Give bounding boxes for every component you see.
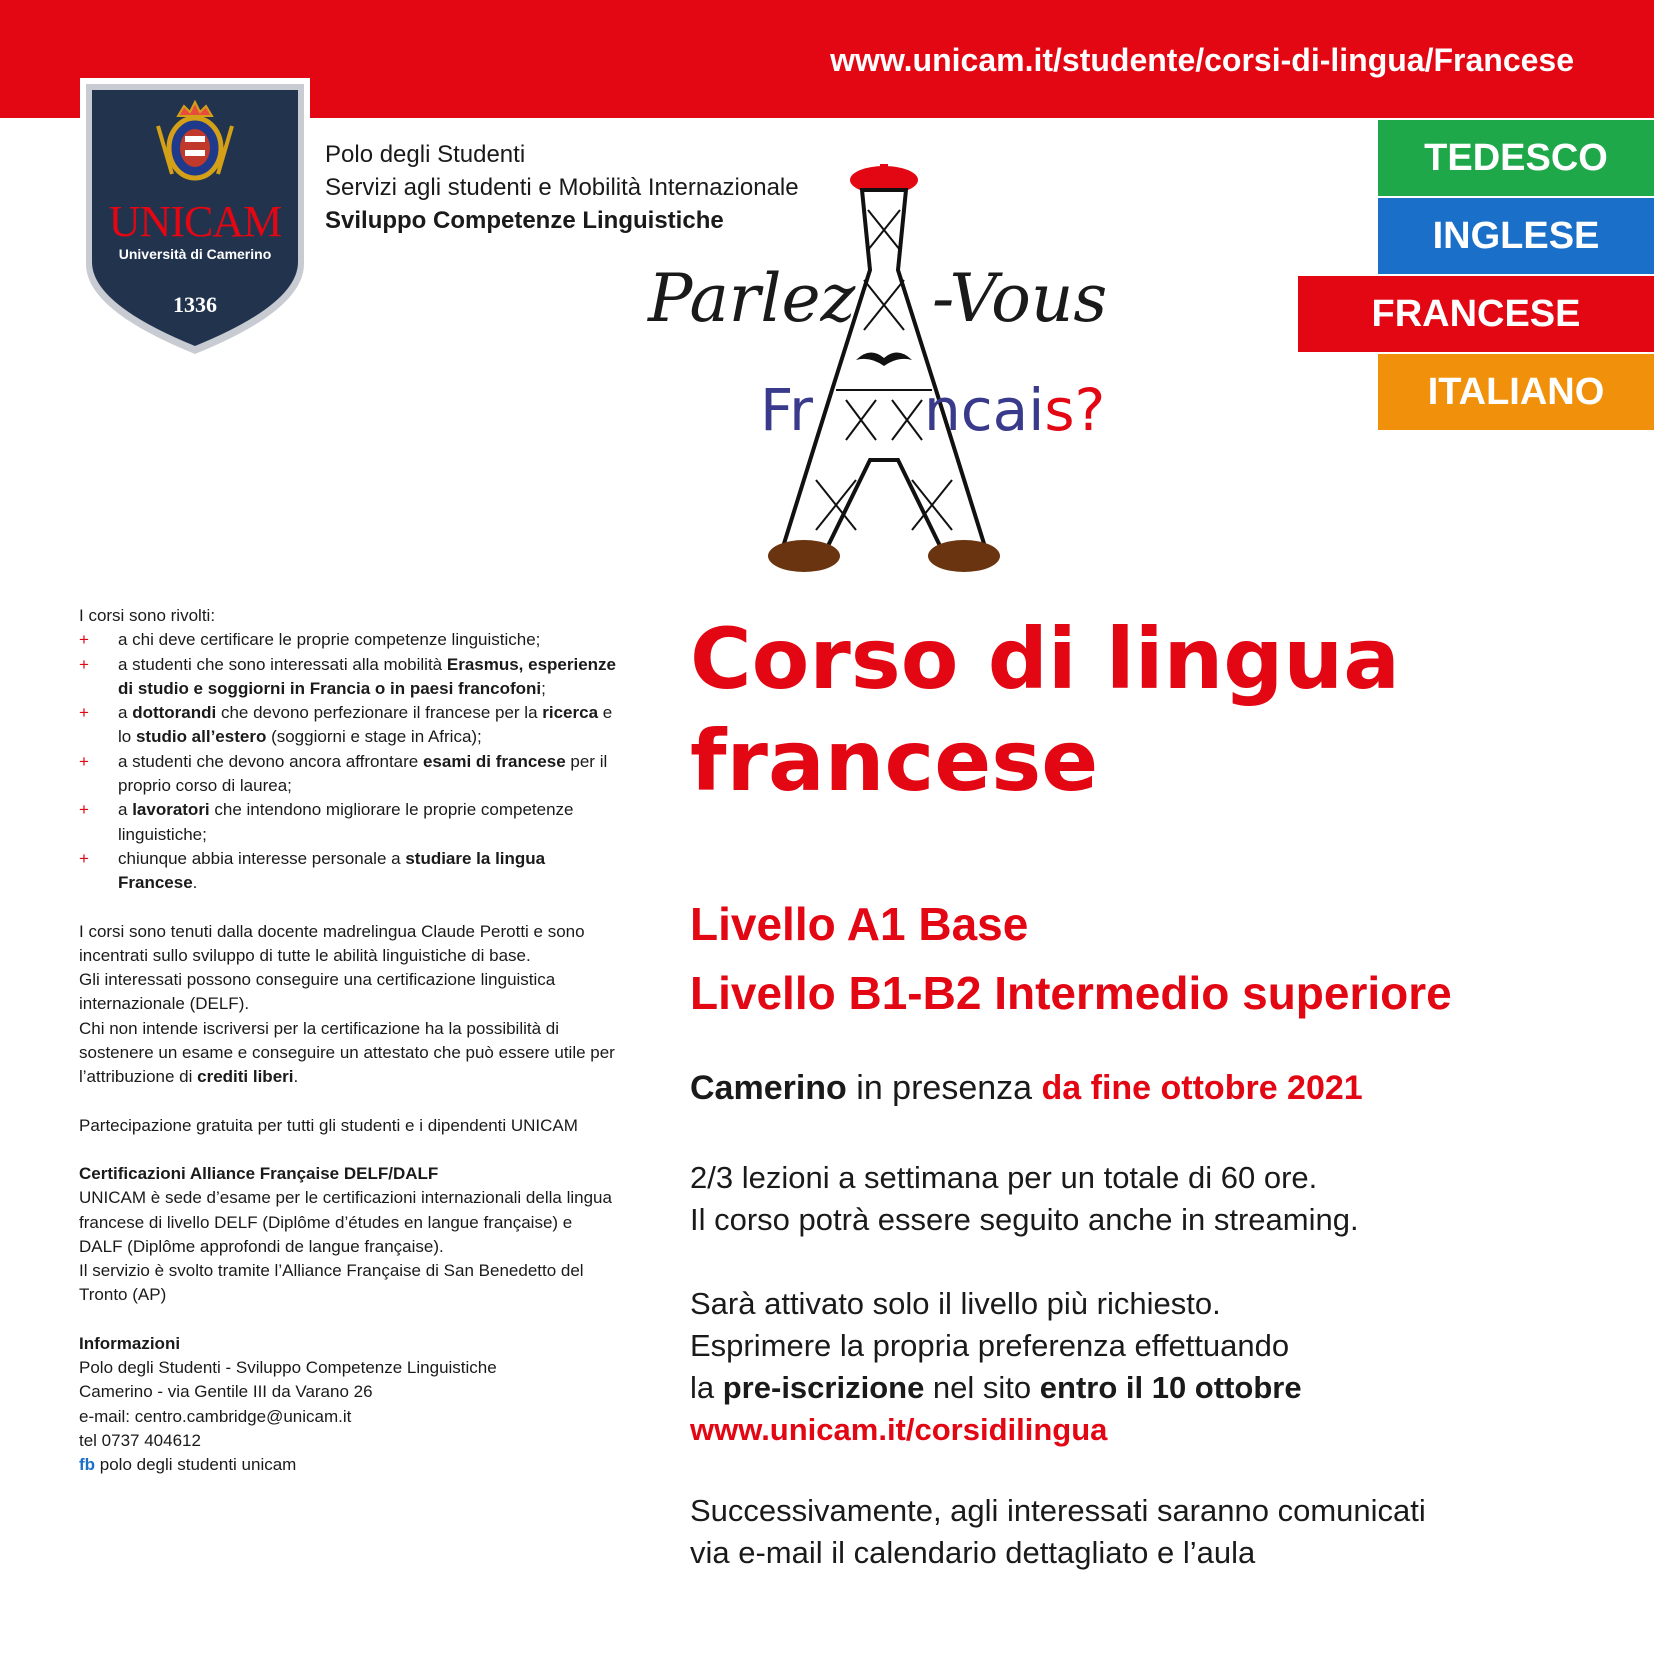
eiffel-tower-icon <box>636 160 1206 590</box>
parlez-vous-artwork <box>636 160 1206 590</box>
preference-block <box>690 1283 1590 1451</box>
preference-line-2: Esprimere la propria preferenza effettuando <box>690 1328 1290 1363</box>
list-item: + a studenti che sono interessati alla mobilità Erasmus, esperienze di studio e soggiorni in Francia o in paesi francofoni; <box>79 654 617 698</box>
logo-year: 1336 <box>173 292 217 317</box>
artwork-ncai: ncai <box>924 376 1045 444</box>
preference-line-1: Sarà attivato solo il livello più richiesto. <box>690 1286 1221 1321</box>
next-line-2: via e-mail il calendario dettagliato e l’aula <box>690 1535 1256 1570</box>
artwork-parlez: Parlez <box>648 260 856 337</box>
preregistration-link[interactable]: www.unicam.it/corsidilingua <box>690 1412 1108 1447</box>
cert-heading: Certificazioni Alliance Française DELF/DALF <box>79 1163 439 1183</box>
artwork-ncais <box>924 376 1105 444</box>
certification-paragraph: Gli interessati possono conseguire una certificazione linguistica internazionale (DELF). <box>79 970 556 1014</box>
plus-icon: + <box>79 703 89 723</box>
org-line-2: Servizi agli studenti e Mobilità Internazionale <box>325 174 799 201</box>
next-steps-block <box>690 1490 1590 1574</box>
logo-subtitle: Università di Camerino <box>118 246 272 262</box>
lessons-line-2: Il corso potrà essere seguito anche in streaming. <box>690 1202 1359 1237</box>
intro-text: I corsi sono rivolti: <box>79 606 216 625</box>
location-line: Camerino in presenza da fine ottobre 2021 <box>690 1069 1363 1107</box>
lessons-block <box>690 1157 1590 1241</box>
tab-tedesco[interactable]: TEDESCO <box>1378 120 1654 196</box>
artwork-s: s? <box>1044 376 1106 444</box>
participation-paragraph: Partecipazione gratuita per tutti gli studenti e i dipendenti UNICAM <box>79 1115 578 1135</box>
teacher-paragraph: I corsi sono tenuti dalla docente madrelingua Claude Perotti e sono incentrati sullo sviluppo di tutte le abilità linguistiche di base. <box>79 921 585 965</box>
page-title <box>690 608 1400 812</box>
level-a1: Livello A1 Base <box>690 898 1029 950</box>
unicam-logo <box>80 78 310 360</box>
audience-list <box>79 628 619 895</box>
header-url-link[interactable]: www.unicam.it/studente/corsi-di-lingua/Francese <box>830 42 1574 78</box>
left-column <box>79 604 619 1478</box>
facebook-icon: fb <box>79 1455 96 1475</box>
list-item: + a lavoratori che intendono migliorare le proprie competenze linguistiche; <box>79 800 574 844</box>
logo-name: UNICAM <box>108 197 282 246</box>
tab-francese[interactable]: FRANCESE <box>1298 276 1654 352</box>
plus-icon: + <box>79 654 89 674</box>
title-line-1: Corso di lingua <box>690 610 1400 708</box>
org-line-1: Polo degli Studenti <box>325 141 526 168</box>
info-email[interactable]: e-mail: centro.cambridge@unicam.it <box>79 1406 352 1426</box>
next-line-1: Successivamente, agli interessati saranno comunicati <box>690 1493 1426 1528</box>
list-item: + a studenti che devono ancora affrontare esami di francese per il proprio corso di laurea; <box>79 751 608 796</box>
level-b1-b2: Livello B1-B2 Intermedio superiore <box>690 967 1452 1019</box>
tab-italiano[interactable]: ITALIANO <box>1378 354 1654 430</box>
lessons-line-1: 2/3 lezioni a settimana per un totale di 60 ore. <box>690 1160 1318 1195</box>
info-line-1: Polo degli Studenti - Sviluppo Competenze Linguistiche <box>79 1358 497 1378</box>
cert-service-paragraph: Il servizio è svolto tramite l’Alliance Française di San Benedetto del Tronto (AP) <box>79 1261 584 1305</box>
plus-icon: + <box>79 848 89 868</box>
artwork-vous: -Vous <box>932 260 1108 337</box>
list-item: + a chi deve certificare le proprie competenze linguistiche; <box>79 628 619 652</box>
credits-paragraph: Chi non intende iscriversi per la certificazione ha la possibilità di sostenere un esame e conseguire un attestato che può essere utile per l’attribuzione di crediti liberi. <box>79 1018 615 1087</box>
levels-block <box>690 890 1452 1028</box>
title-line-2: francese <box>690 712 1099 810</box>
plus-icon: + <box>79 751 89 771</box>
plus-icon: + <box>79 800 89 820</box>
list-item: + a dottorandi che devono perfezionare il francese per la ricerca e lo studio all’estero (soggiorni e stage in Africa); <box>79 703 613 747</box>
list-item: + chiunque abbia interesse personale a studiare la lingua Francese. <box>79 848 546 893</box>
info-heading: Informazioni <box>79 1333 181 1353</box>
info-facebook[interactable]: fb polo degli studenti unicam <box>79 1455 297 1475</box>
plus-icon: + <box>79 630 89 650</box>
cert-paragraph: UNICAM è sede d’esame per le certificazioni internazionali della lingua francese di livello DELF (Diplôme d’études en langue française) e DALF (Diplôme approfondi de langue française). <box>79 1188 612 1256</box>
org-line-3: Sviluppo Competenze Linguistiche <box>325 207 724 234</box>
info-phone[interactable]: tel 0737 404612 <box>79 1430 201 1450</box>
info-address: Camerino - via Gentile III da Varano 26 <box>79 1382 373 1402</box>
tab-inglese[interactable]: INGLESE <box>1378 198 1654 274</box>
preference-line-3: la pre-iscrizione nel sito entro il 10 ottobre <box>690 1370 1302 1405</box>
artwork-fr: Fr <box>760 376 813 444</box>
